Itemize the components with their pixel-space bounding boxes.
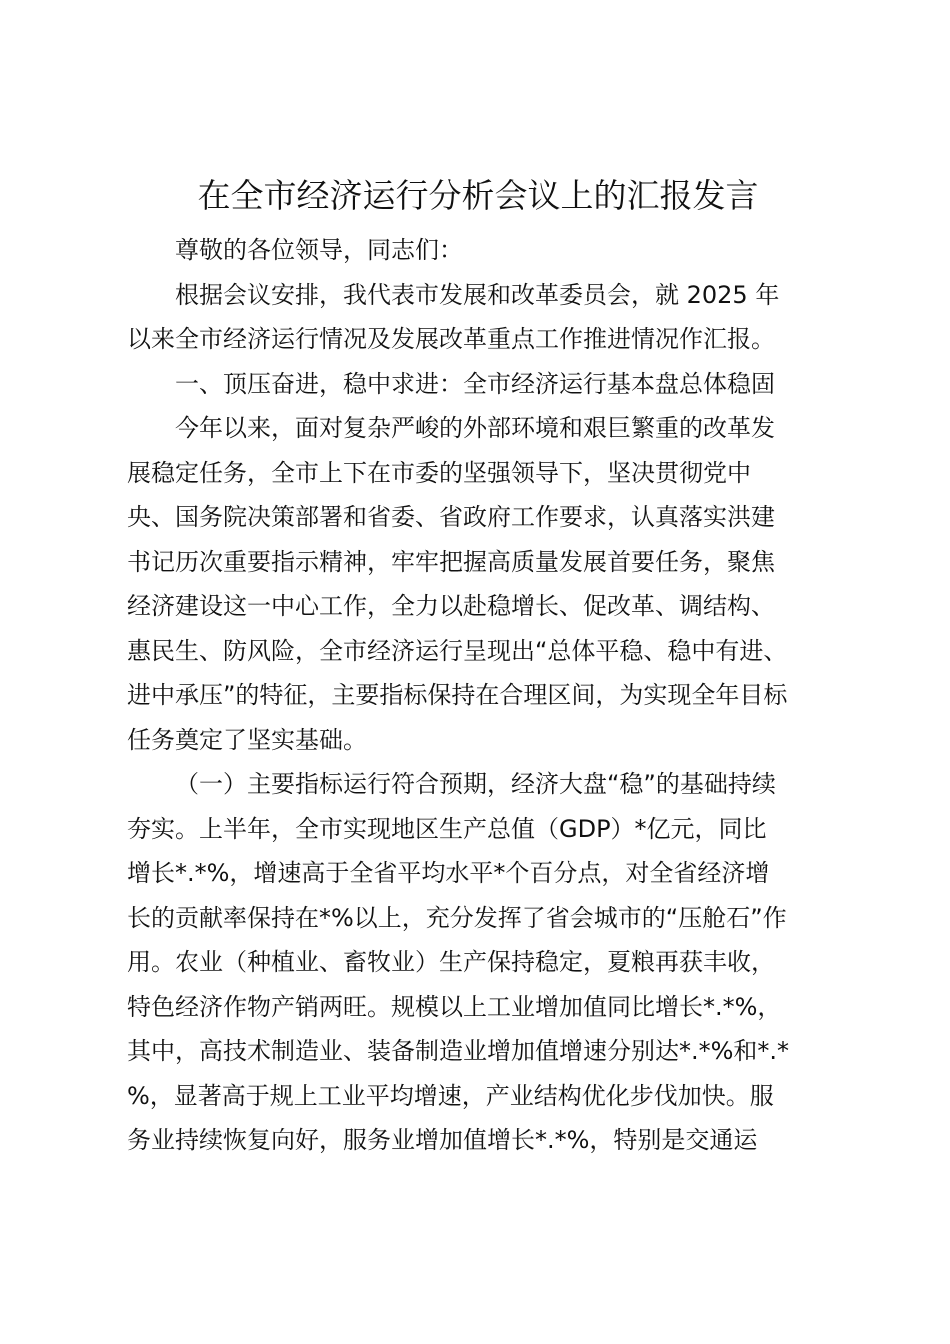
text-line: 夯实。上半年，全市实现地区生产总值（GDP）*亿元，同比: [127, 814, 767, 843]
text-line: 特色经济作物产销两旺。规模以上工业增加值同比增长*.*%，: [127, 992, 782, 1021]
text-line: 根据会议安排，我代表市发展和改革委员会，就 2025 年: [175, 280, 780, 309]
text-line: 进中承压”的特征，主要指标保持在合理区间，为实现全年目标: [127, 681, 788, 709]
text-line: 央、国务院决策部署和省委、省政府工作要求，认真落实洪建: [127, 503, 775, 531]
text-line: 任务奠定了坚实基础。: [127, 725, 367, 754]
text-line: 以来全市经济运行情况及发展改革重点工作推进情况作汇报。: [127, 325, 775, 353]
text-line: 经济建设这一中心工作，全力以赴稳增长、促改革、调结构、: [127, 592, 775, 620]
text-line: %，显著高于规上工业平均增速，产业结构优化步伐加快。服: [127, 1081, 774, 1110]
text-line: 增长*.*%，增速高于全省平均水平*个百分点，对全省经济增: [127, 859, 770, 887]
text-line: 惠民生、防风险，全市经济运行呈现出“总体平稳、稳中有进、: [127, 636, 788, 665]
document-body: [127, 228, 847, 1163]
text-line: 务业持续恢复向好，服务业增加值增长*.*%，特别是交通运: [127, 1126, 758, 1154]
text-line: 书记历次重要指示精神，牢牢把握高质量发展首要任务，聚焦: [127, 547, 775, 576]
text-line: 一、顶压奋进，稳中求进：全市经济运行基本盘总体稳固: [175, 369, 775, 398]
text-line: 尊敬的各位领导，同志们：: [175, 236, 463, 264]
text-line: 长的贡献率保持在*%以上，充分发挥了省会城市的“压舱石”作: [127, 903, 787, 932]
text-line: 其中，高技术制造业、装备制造业增加值增速分别达*.*%和*.*: [127, 1037, 790, 1065]
text-line: 今年以来，面对复杂严峻的外部环境和艰巨繁重的改革发: [175, 414, 775, 442]
document-title: 在全市经济运行分析会议上的汇报发言: [197, 176, 759, 215]
text-line: 展稳定任务，全市上下在市委的坚强领导下，坚决贯彻党中: [127, 458, 751, 487]
text-line: （一）主要指标运行符合预期，经济大盘“稳”的基础持续: [175, 770, 776, 798]
text-line: 用。农业（种植业、畜牧业）生产保持稳定，夏粮再获丰收，: [127, 948, 775, 976]
